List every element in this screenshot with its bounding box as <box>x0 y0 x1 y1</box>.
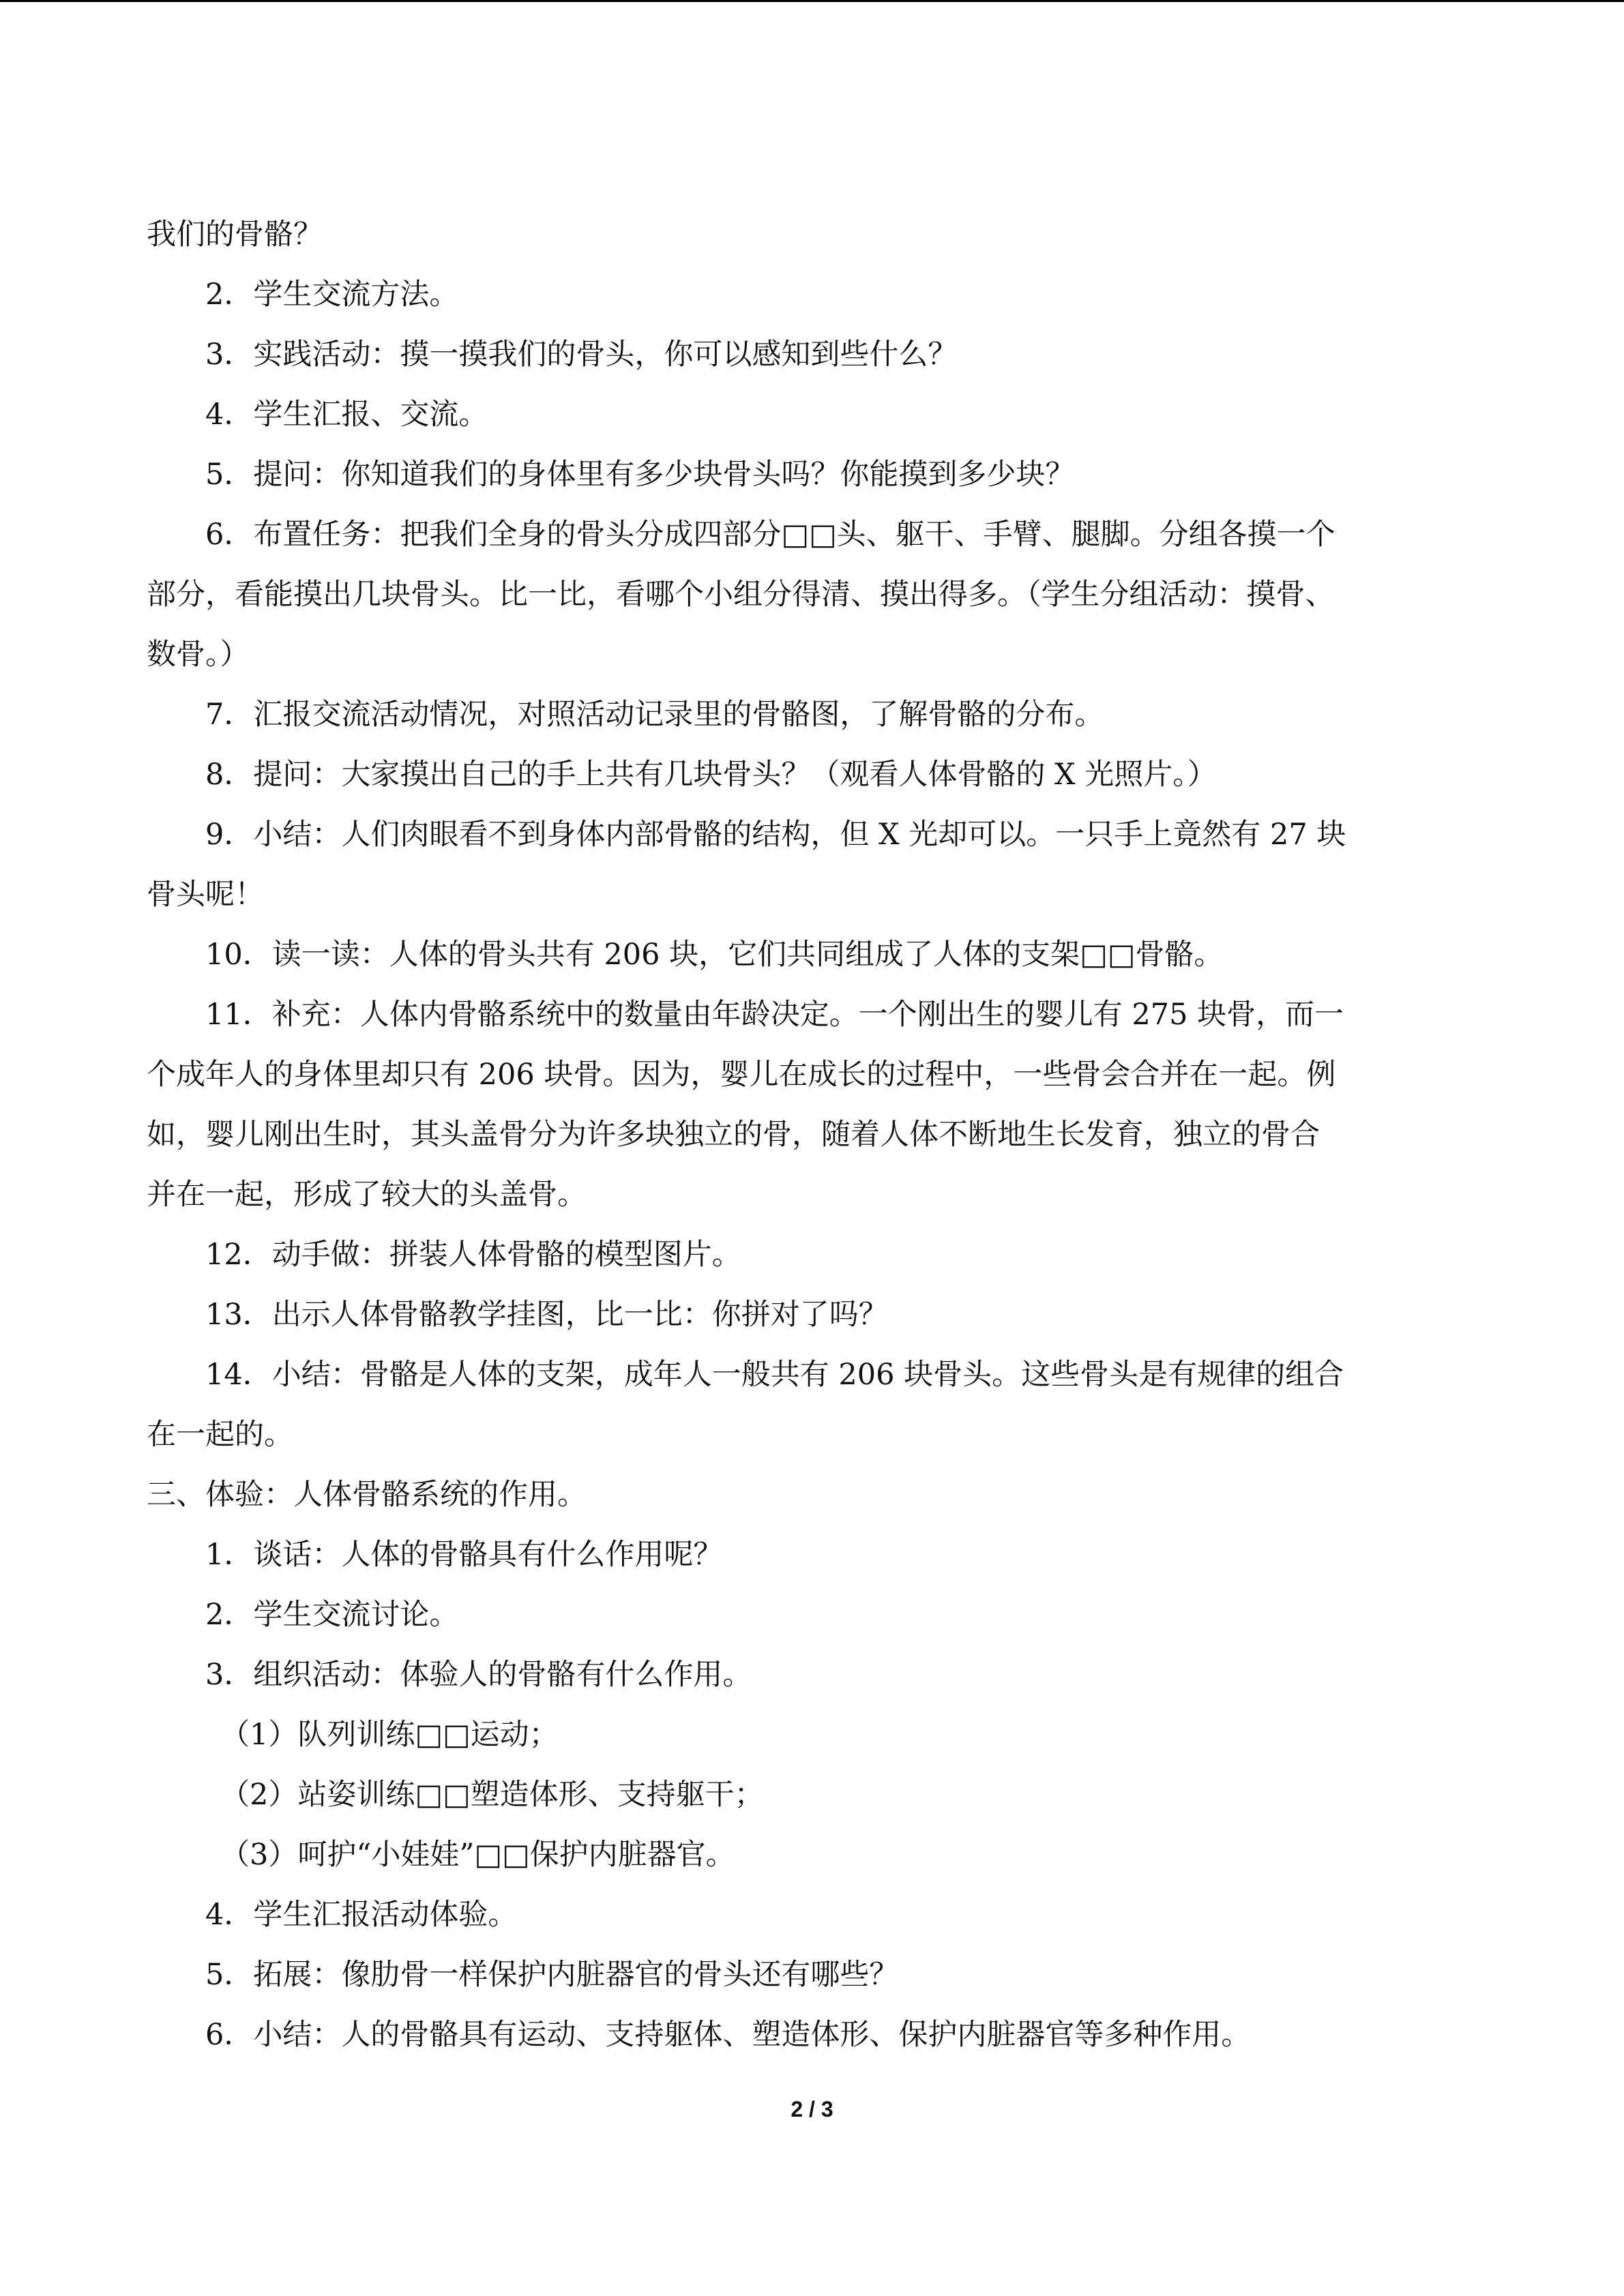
document-body <box>147 205 1477 2065</box>
paragraph-line: 3．实践活动：摸一摸我们的骨头，你可以感知到些什么？ <box>205 338 958 372</box>
paragraph-line: 14．小结：骨骼是人体的支架，成年人一般共有 206 块骨头。这些骨头是有规律的组合 <box>205 1358 1344 1392</box>
paragraph-line: 6．小结：人的骨骼具有运动、支持躯体、塑造体形、保护内脏器官等多种作用。 <box>205 2018 1251 2052</box>
paragraph-line: 5．拓展：像肋骨一样保护内脏器官的骨头还有哪些？ <box>205 1958 899 1992</box>
page-number: 2 / 3 <box>791 2097 833 2121</box>
paragraph-line: 6．布置任务：把我们全身的骨头分成四部分□□头、躯干、手臂、腿脚。分组各摸一个 <box>205 518 1335 552</box>
paragraph-line: 个成年人的身体里却只有 206 块骨。因为，婴儿在成长的过程中，一些骨会合并在一起。例 <box>147 1058 1336 1092</box>
paragraph-line: 10．读一读：人体的骨头共有 206 块，它们共同组成了人体的支架□□骨骼。 <box>205 938 1224 972</box>
paragraph-line: 12．动手做：拼装人体骨骼的模型图片。 <box>205 1238 741 1272</box>
paragraph-line: 11．补充：人体内骨骼系统中的数量由年龄决定。一个刚出生的婴儿有 275 块骨，而一 <box>205 998 1344 1032</box>
section-heading: 三、体验：人体骨骼系统的作用。 <box>147 1478 587 1512</box>
paragraph-line: 在一起的。 <box>147 1418 293 1452</box>
paragraph-line: 4．学生汇报活动体验。 <box>205 1898 518 1932</box>
paragraph-line: 5．提问：你知道我们的身体里有多少块骨头吗？你能摸到多少块？ <box>205 458 1075 492</box>
paragraph-line: 8．提问：大家摸出自己的手上共有几块骨头？（观看人体骨骼的 X 光照片。） <box>205 758 1217 792</box>
sub-list-item: （2）站姿训练□□塑造体形、支持躯干； <box>220 1778 764 1812</box>
paragraph-line: 13．出示人体骨骼教学挂图，比一比：你拼对了吗？ <box>205 1298 888 1332</box>
paragraph-line: 7．汇报交流活动情况，对照活动记录里的骨骼图，了解骨骼的分布。 <box>205 698 1104 732</box>
paragraph-line: 数骨。） <box>147 638 250 672</box>
paragraph-line: 4．学生汇报、交流。 <box>205 398 488 432</box>
paragraph-line: 2．学生交流方法。 <box>205 278 459 312</box>
sub-list-item: （1）队列训练□□运动； <box>220 1718 559 1752</box>
paragraph-line: 如，婴儿刚出生时，其头盖骨分为许多块独立的骨，随着人体不断地生长发育，独立的骨合 <box>147 1118 1320 1152</box>
paragraph-line: 9．小结：人们肉眼看不到身体内部骨骼的结构，但 X 光却可以。一只手上竟然有 27 块 <box>205 818 1346 852</box>
paragraph-line: 我们的骨骼？ <box>147 218 323 252</box>
paragraph-line: 1．谈话：人体的骨骼具有什么作用呢？ <box>205 1538 723 1572</box>
paragraph-line: 3．组织活动：体验人的骨骼有什么作用。 <box>205 1658 752 1692</box>
paragraph-line: 骨头呢！ <box>147 878 264 912</box>
paragraph-line: 并在一起，形成了较大的头盖骨。 <box>147 1178 587 1212</box>
paragraph-line: 2．学生交流讨论。 <box>205 1598 459 1632</box>
paragraph-line: 部分，看能摸出几块骨头。比一比，看哪个小组分得清、摸出得多。（学生分组活动：摸骨、 <box>147 578 1335 612</box>
top-border-rule <box>0 0 1624 2</box>
sub-list-item: （3）呵护“小娃娃”□□保护内脏器官。 <box>220 1838 735 1872</box>
